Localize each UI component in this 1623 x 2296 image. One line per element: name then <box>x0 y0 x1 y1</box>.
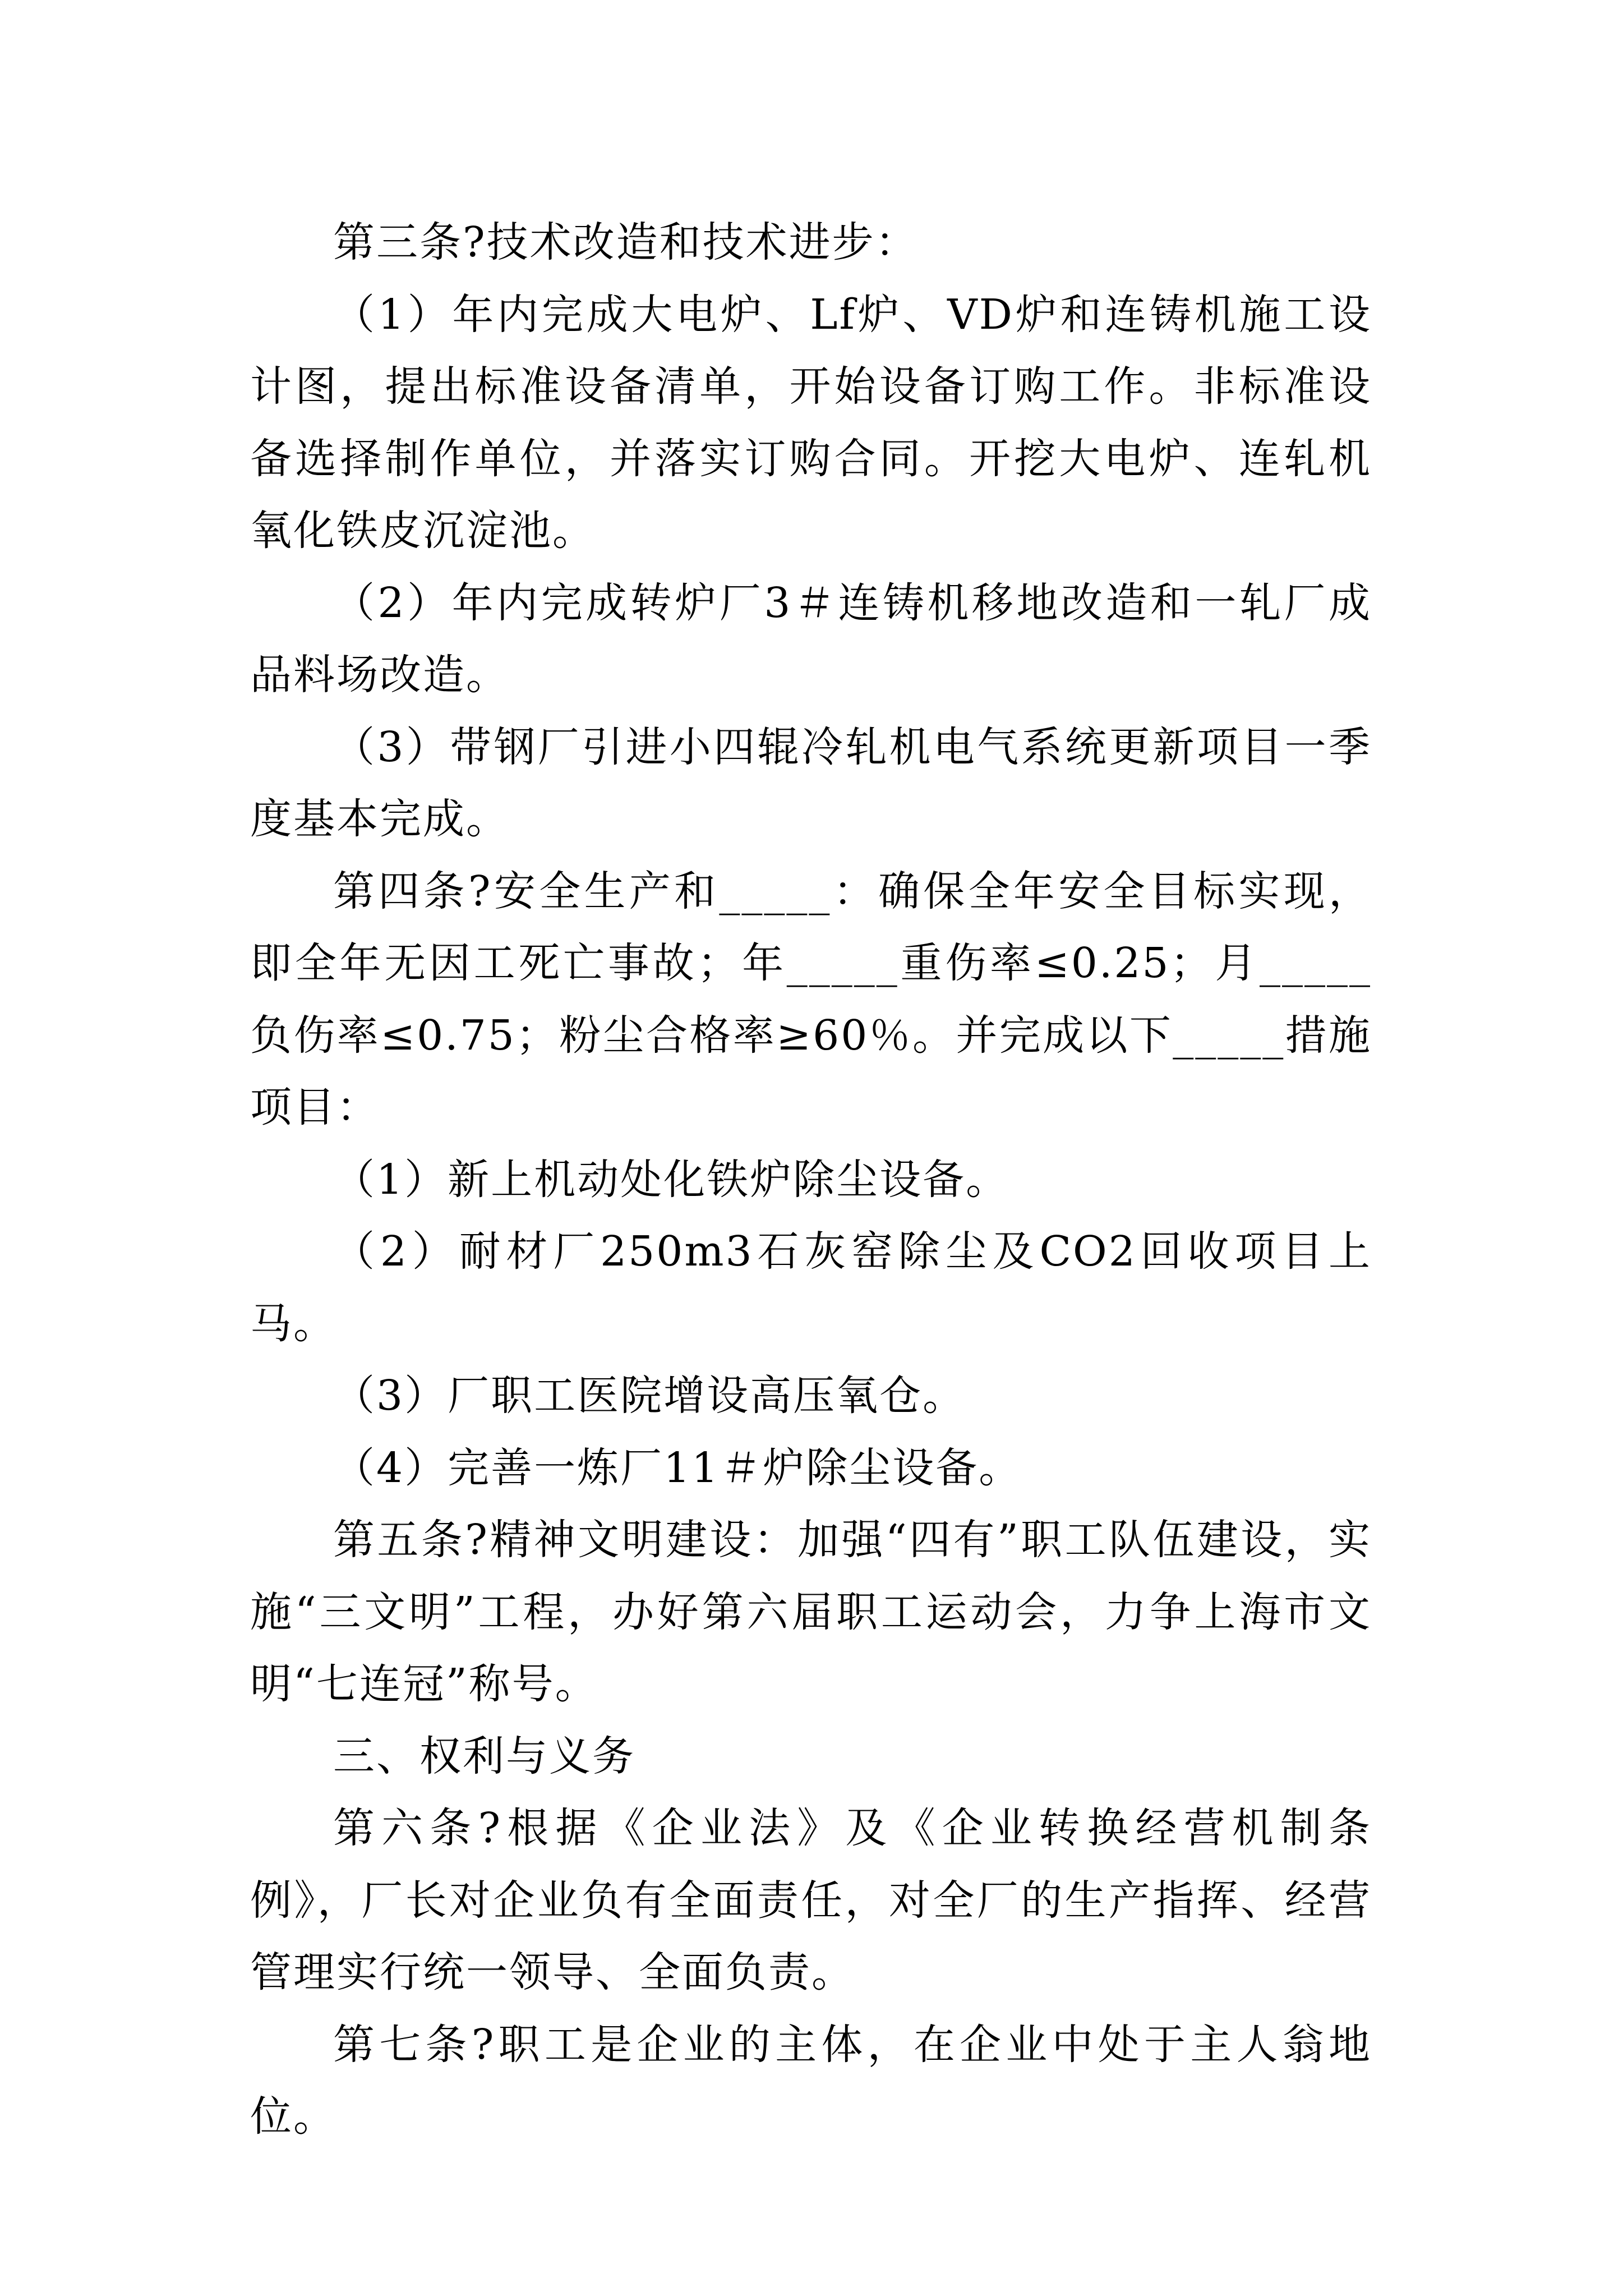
article-6-paragraph: 第六条?根据《企业法》及《企业转换经营机制条例》，厂长对企业负有全面责任，对全厂的生产指挥、经营管理实行统一领导、全面负责。 <box>250 1804 1372 1996</box>
article-4-item-4: （4）完善一炼厂11＃炉除尘设备。 <box>333 1443 1022 1492</box>
article-3-item-3: （3）带钢厂引进小四辊冷轧机电气系统更新项目一季度基本完成。 <box>250 723 1372 843</box>
article-3-item-1: （1）年内完成大电炉、Lf炉、VD炉和连铸机施工设计图，提出标准设备清单，开始设备订购工作。非标准设备选择制作单位，并落实订购合同。开挖大电炉、连轧机氧化铁皮沉淀池。 <box>250 290 1372 555</box>
article-4-item-2: （2）耐材厂250m3石灰窑除尘及CO2回收项目上马。 <box>250 1227 1372 1348</box>
article-4-item-1: （1）新上机动处化铁炉除尘设备。 <box>333 1155 1009 1204</box>
section-3-heading: 三、权利与义务 <box>333 1732 635 1780</box>
article-4-item-3: （3）厂职工医院增设高压氧仓。 <box>333 1372 966 1420</box>
article-4-paragraph: 第四条?安全生产和_____：确保全年安全目标实现，即全年无因工死亡事故；年_____重伤率≤0.25；月_____负伤率≤0.75；粉尘合格率≥60％。并完成以下_____措施项目： <box>250 867 1372 1131</box>
article-3-item-2: （2）年内完成转炉厂3＃连铸机移地改造和一轧厂成品料场改造。 <box>250 578 1372 699</box>
article-5-paragraph: 第五条?精神文明建设：加强“四有”职工队伍建设，实施“三文明”工程，办好第六届职工运动会，力争上海市文明“七连冠”称号。 <box>250 1516 1372 1708</box>
document-body <box>250 206 1372 2153</box>
article-3-heading: 第三条?技术改造和技术进步： <box>333 218 919 266</box>
article-7-paragraph: 第七条?职工是企业的主体，在企业中处于主人翁地位。 <box>250 2020 1372 2141</box>
